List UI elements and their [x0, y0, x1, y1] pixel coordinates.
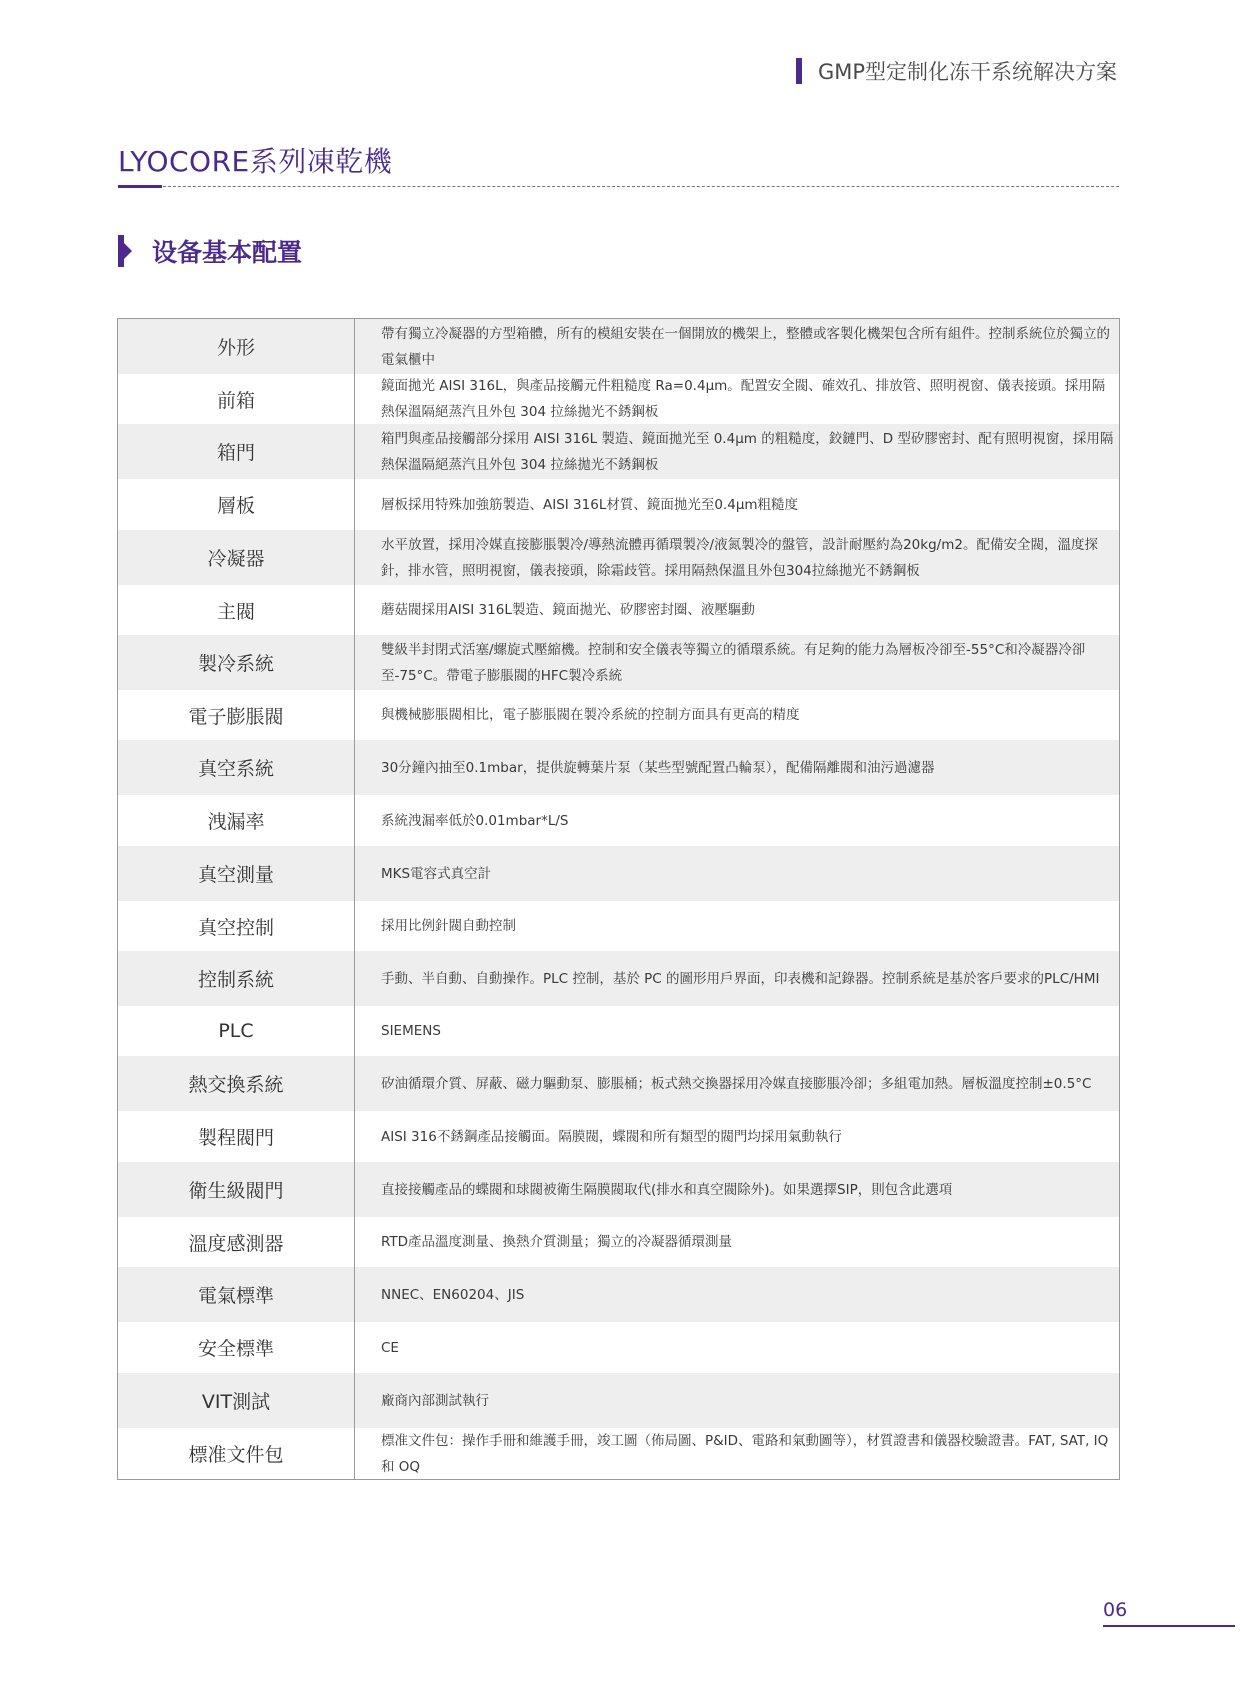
table-row	[118, 740, 1119, 795]
spec-label: 洩漏率	[118, 795, 355, 846]
spec-value: 箱門與產品接觸部分採用 AISI 316L 製造、鏡面拋光至 0.4μm 的粗糙度，鉸鏈門、D 型矽膠密封、配有照明視窗，採用隔熱保溫隔絕蒸汽且外包 304 拉絲拋光不銹鋼板	[381, 430, 1114, 473]
spec-label: 溫度感測器	[118, 1217, 355, 1267]
table-row	[118, 635, 1119, 690]
spec-label: 前箱	[118, 374, 355, 424]
table-row	[118, 1111, 1119, 1162]
header-title: GMP型定制化冻干系统解决方案	[817, 60, 1117, 84]
spec-label: 標准文件包	[118, 1428, 355, 1479]
spec-value: 廠商內部測試執行	[381, 1392, 489, 1409]
spec-label: 真空測量	[118, 846, 355, 901]
page-title: LYOCORE系列凍乾機	[118, 145, 393, 178]
spec-value: 鏡面拋光 AISI 316L，與產品接觸元件粗糙度 Ra=0.4μm。配置安全閥、確效孔、排放管、照明視窗、儀表接頭。採用隔熱保溫隔絕蒸汽且外包 304 拉絲拋光不銹鋼板	[381, 378, 1106, 420]
header-tag	[796, 56, 1117, 86]
spec-label: 箱門	[118, 424, 355, 479]
spec-value: 水平放置，採用冷媒直接膨脹製冷/導熱流體再循環製冷/液氮製冷的盤管，設計耐壓約為20kg/m2。配備安全閥，溫度探針，排水管，照明視窗，儀表接頭，除霜歧管。採用隔熱保溫且外包304拉絲拋光不銹鋼板	[381, 536, 1098, 579]
spec-label: 外形	[118, 319, 355, 374]
table-row	[118, 690, 1119, 740]
spec-label: 製程閥門	[118, 1111, 355, 1162]
page-number: 06	[1103, 1599, 1128, 1621]
spec-label: 控制系統	[118, 951, 355, 1006]
spec-label: 電氣標準	[118, 1267, 355, 1322]
table-row	[118, 951, 1119, 1006]
spec-value: AISI 316不銹鋼產品接觸面。隔膜閥，蝶閥和所有類型的閥門均採用氣動執行	[381, 1128, 842, 1145]
section-marker-icon	[118, 235, 132, 267]
table-row	[118, 1162, 1119, 1217]
spec-value: 與機械膨脹閥相比，電子膨脹閥在製冷系統的控制方面具有更高的精度	[381, 707, 800, 723]
title-divider-accent	[118, 185, 162, 188]
spec-label: 主閥	[118, 585, 355, 635]
spec-label: 熱交換系統	[118, 1056, 355, 1111]
spec-label: 真空系統	[118, 740, 355, 795]
spec-value: RTD產品溫度測量、換熱介質測量；獨立的冷凝器循環測量	[381, 1234, 733, 1250]
spec-value: 30分鐘內抽至0.1mbar，提供旋轉葉片泵（某些型號配置凸輪泵），配備隔離閥和油污過濾器	[381, 759, 935, 776]
spec-label: 冷凝器	[118, 530, 355, 585]
table-row	[118, 585, 1119, 635]
spec-label: VIT測試	[118, 1373, 355, 1428]
spec-label: 層板	[118, 479, 355, 530]
table-row	[118, 1373, 1119, 1428]
table-row	[118, 1267, 1119, 1322]
table-row	[118, 1322, 1119, 1373]
table-row	[118, 1006, 1119, 1056]
spec-value: 採用比例針閥自動控制	[381, 918, 516, 934]
table-row	[118, 1217, 1119, 1267]
spec-value: 雙級半封閉式活塞/螺旋式壓縮機。控制和安全儀表等獨立的循環系統。有足夠的能力為層板冷卻至-55°C和冷凝器冷卻至-75°C。帶電子膨脹閥的HFC製冷系統	[381, 641, 1086, 684]
spec-label: 安全標準	[118, 1322, 355, 1373]
table-row	[118, 1056, 1119, 1111]
spec-value: 標准文件包：操作手冊和維護手冊，竣工圖（佈局圖、P&ID、電路和氣動圖等），材質證書和儀器校驗證書。FAT, SAT, IQ 和 OQ	[381, 1432, 1109, 1475]
spec-value: 矽油循環介質、屏蔽、磁力驅動泵、膨脹桶；板式熱交換器採用冷媒直接膨脹冷卻；多組電加熱。層板溫度控制±0.5°C	[381, 1075, 1092, 1092]
table-row	[118, 901, 1119, 951]
section-heading	[118, 233, 302, 269]
spec-value: 手動、半自動、自動操作。PLC 控制，基於 PC 的圖形用戶界面，印表機和記錄器。控制系統是基於客戶要求的PLC/HMI	[381, 970, 1100, 987]
spec-value: SIEMENS	[381, 1023, 441, 1039]
table-row	[118, 479, 1119, 530]
title-divider	[118, 186, 1119, 187]
table-row	[118, 530, 1119, 585]
header-accent-bar	[796, 58, 802, 84]
spec-value: 蘑菇閥採用AISI 316L製造、鏡面拋光、矽膠密封圈、液壓驅動	[381, 602, 755, 618]
table-row	[118, 319, 1119, 374]
spec-value: NNEC、EN60204、JIS	[381, 1286, 525, 1303]
spec-label: 製冷系統	[118, 635, 355, 690]
table-row	[118, 1428, 1119, 1479]
page-number-underline	[1103, 1625, 1235, 1627]
section-title: 设备基本配置	[152, 238, 303, 267]
table-row	[118, 846, 1119, 901]
table-row	[118, 424, 1119, 479]
spec-value: 層板採用特殊加強筋製造、AISI 316L材質、鏡面拋光至0.4μm粗糙度	[381, 496, 799, 513]
spec-value: MKS電容式真空計	[381, 865, 492, 882]
spec-label: 衛生級閥門	[118, 1162, 355, 1217]
spec-table	[117, 318, 1120, 1480]
spec-value: 系統洩漏率低於0.01mbar*L/S	[381, 812, 569, 829]
table-row	[118, 374, 1119, 424]
spec-label: 真空控制	[118, 901, 355, 951]
spec-label: 電子膨脹閥	[118, 690, 355, 740]
spec-label: PLC	[118, 1006, 355, 1056]
spec-value: 帶有獨立冷凝器的方型箱體，所有的模組安裝在一個開放的機架上，整體或客製化機架包含所有組件。控制系統位於獨立的電氣櫃中	[381, 325, 1110, 368]
spec-value: 直接接觸產品的蝶閥和球閥被衛生隔膜閥取代(排水和真空閥除外)。如果選擇SIP，則包含此選項	[381, 1181, 953, 1198]
spec-value: CE	[381, 1339, 399, 1356]
table-row	[118, 795, 1119, 846]
